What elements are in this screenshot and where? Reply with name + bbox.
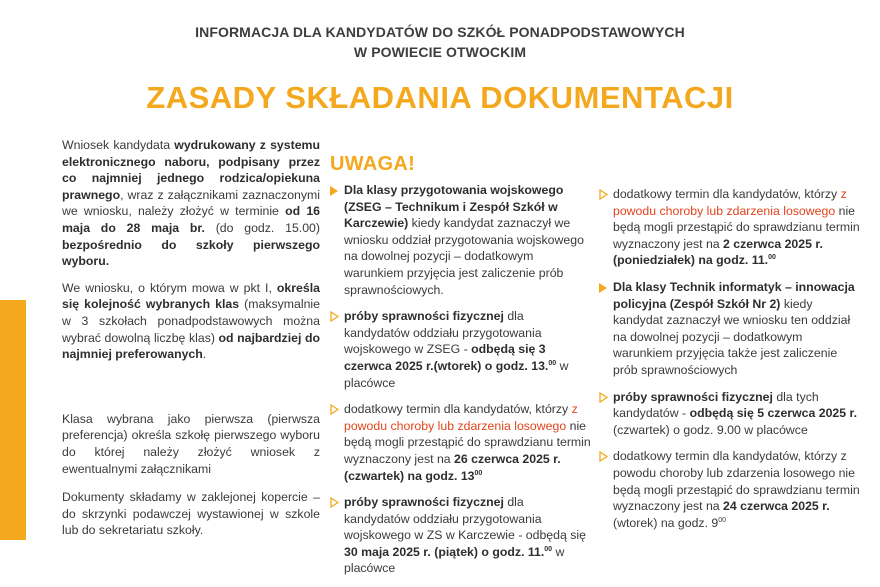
outline-triangle-icon xyxy=(330,497,339,508)
paragraph-first-choice: Klasa wybrana jako pierwsza (pierwsza preferencja) określa szkołę pierwszego wyboru do której należy złożyć wniosek z ewentualnymi załącznikami xyxy=(62,411,320,476)
text-run: , wraz z załącznikami zaznaczonymi we wniosku, należy złożyć w terminie xyxy=(62,187,320,219)
text-run: Wniosek kandydata xyxy=(62,138,175,152)
item-text xyxy=(613,390,857,437)
item-text xyxy=(344,309,568,389)
text-run: odbędą się 3 czerwca 2025 r.(wtorek) o godz. 13. xyxy=(344,342,549,373)
outline-triangle-icon xyxy=(599,451,608,462)
notice-heading: UWAGA! xyxy=(330,153,416,175)
text-run: 2 czerwca 2025 r. (poniedziałek) na godz. 11. xyxy=(613,236,823,268)
list-item xyxy=(599,279,865,379)
text-run: . xyxy=(202,347,207,362)
list-item xyxy=(599,389,865,439)
paragraph-application xyxy=(62,137,320,270)
text-run: (do godz. 15.00) xyxy=(204,220,320,235)
item-text xyxy=(613,280,855,377)
text-run: Dla klasy przygotowania wojskowego (ZSEG – Technikum i Zespół Szkół w Karczewie) xyxy=(344,183,564,231)
text-run: kiedy kandydat zaznaczył we wniosku ten oddział na dowolnej pozycji – dodatkowym warunkiem przyjęcia także jest zaliczenie prób sprawnościowych xyxy=(613,296,851,377)
paragraph-class-order xyxy=(62,280,320,363)
text-run: nie będą mogli przestąpić do sprawdzianu termin wyznaczony jest na xyxy=(613,203,860,251)
page-title: ZASADY SKŁADANIA DOKUMENTACJI xyxy=(146,80,734,115)
text-run: próby sprawności fizycznej xyxy=(344,495,504,510)
highlighted-text: z powodu choroby lub zdarzenia losowego xyxy=(344,402,578,433)
list-item xyxy=(599,448,865,531)
text-run: (wtorek) na godz. 9 xyxy=(613,515,719,530)
header-line-1: INFORMACJA DLA KANDYDATÓW DO SZKÓŁ PONADPODSTAWOWYCH xyxy=(195,24,685,40)
item-text xyxy=(344,183,584,297)
list-item xyxy=(330,401,592,484)
text-run: dodatkowy termin dla kandydatów, którzy xyxy=(344,402,572,417)
text-run: 24 czerwca 2025 r. xyxy=(723,499,830,514)
text-run: odbędą się 5 czerwca 2025 r. xyxy=(689,406,858,421)
header-line-2: W POWIECIE OTWOCKIM xyxy=(353,44,527,60)
superscript-text: 00 xyxy=(768,254,776,262)
superscript-text: 00 xyxy=(548,359,557,367)
text-run: We wniosku, o którym mowa w pkt I, xyxy=(62,280,277,295)
text-run: określa się kolejność wybranych klas xyxy=(62,280,320,312)
outline-triangle-icon xyxy=(330,311,339,322)
item-text xyxy=(344,402,591,482)
text-run: nie będą mogli przestąpić do sprawdzianu termin wyznaczony jest na xyxy=(344,418,591,466)
superscript-text: 00 xyxy=(544,545,553,553)
superscript-text: 00 xyxy=(718,516,727,524)
page-header xyxy=(0,22,880,62)
text-run: dla kandydatów oddziału przygotowania wojskowego w ZS w Karczewie - odbędą się xyxy=(344,495,586,543)
text-run: 30 maja 2025 r. (piątek) o godz. 11. xyxy=(344,544,545,559)
text-run: w placówce xyxy=(344,358,569,390)
right-column xyxy=(599,186,865,541)
outline-triangle-icon xyxy=(599,189,608,200)
text-run: kiedy kandydat zaznaczył we wniosku oddział przygotowania wojskowego na dowolnej pozycji – dodatkowym warunkiem przyjęcia jest zaliczenie prób sprawnościowych. xyxy=(344,216,584,297)
list-item xyxy=(330,182,592,298)
list-item xyxy=(599,186,865,269)
text-run: dodatkowy termin dla kandydatów, którzy xyxy=(613,187,841,201)
text-run: Dla klasy Technik informatyk – innowacja policyjna (Zespół Szkół Nr 2) xyxy=(613,279,855,311)
outline-triangle-icon xyxy=(330,404,339,415)
superscript-text: 00 xyxy=(474,469,483,477)
filled-triangle-icon xyxy=(599,283,607,293)
item-text xyxy=(344,495,586,575)
text-run: próby sprawności fizycznej xyxy=(344,309,504,324)
text-run: 26 czerwca 2025 r. (czwartek) na godz. 13 xyxy=(344,451,561,483)
text-run: dla tych kandydatów - xyxy=(613,389,819,421)
text-run: od 16 maja do 28 maja br. xyxy=(62,204,320,235)
text-run: od najbardziej do najmniej preferowanych xyxy=(62,330,320,362)
text-run: wydrukowany z systemu elektronicznego naboru, podpisany przez co najmniej jednego rodzica/opiekuna prawnego xyxy=(62,138,320,202)
text-run: (czwartek) o godz. 9.00 w placówce xyxy=(613,422,808,437)
item-text xyxy=(613,449,860,529)
list-item xyxy=(330,308,592,391)
text-run: dodatkowy termin dla kandydatów, którzy z powodu choroby lub zdarzenia losowego nie będą mogli przestąpić do sprawdzianu termin wyznaczony jest na xyxy=(613,449,860,514)
left-accent-bar xyxy=(0,300,26,540)
text-run: (maksymalnie w 3 szkołach ponadpodstawowych można wybrać dowolną liczbę klas) xyxy=(62,297,320,345)
highlighted-text: z powodu choroby lub zdarzenia losowego xyxy=(613,187,847,218)
text-run: w placówce xyxy=(344,544,565,576)
text-run: bezpośrednio do szkoły pierwszego wyboru. xyxy=(62,237,320,269)
text-run: próby sprawności fizycznej xyxy=(613,389,773,404)
paragraph-delivery: Dokumenty składamy w zaklejonej kopercie – do skrzynki podawczej wystawionej w szkole lub do sekretariatu szkoły. xyxy=(62,490,320,538)
list-item xyxy=(330,494,592,577)
middle-column xyxy=(330,152,592,587)
filled-triangle-icon xyxy=(330,186,338,196)
item-text xyxy=(613,187,860,267)
outline-triangle-icon xyxy=(599,392,608,403)
text-run: dla kandydatów oddziału przygotowania wojskowego w ZSEG - xyxy=(344,309,542,357)
left-column xyxy=(62,137,320,539)
